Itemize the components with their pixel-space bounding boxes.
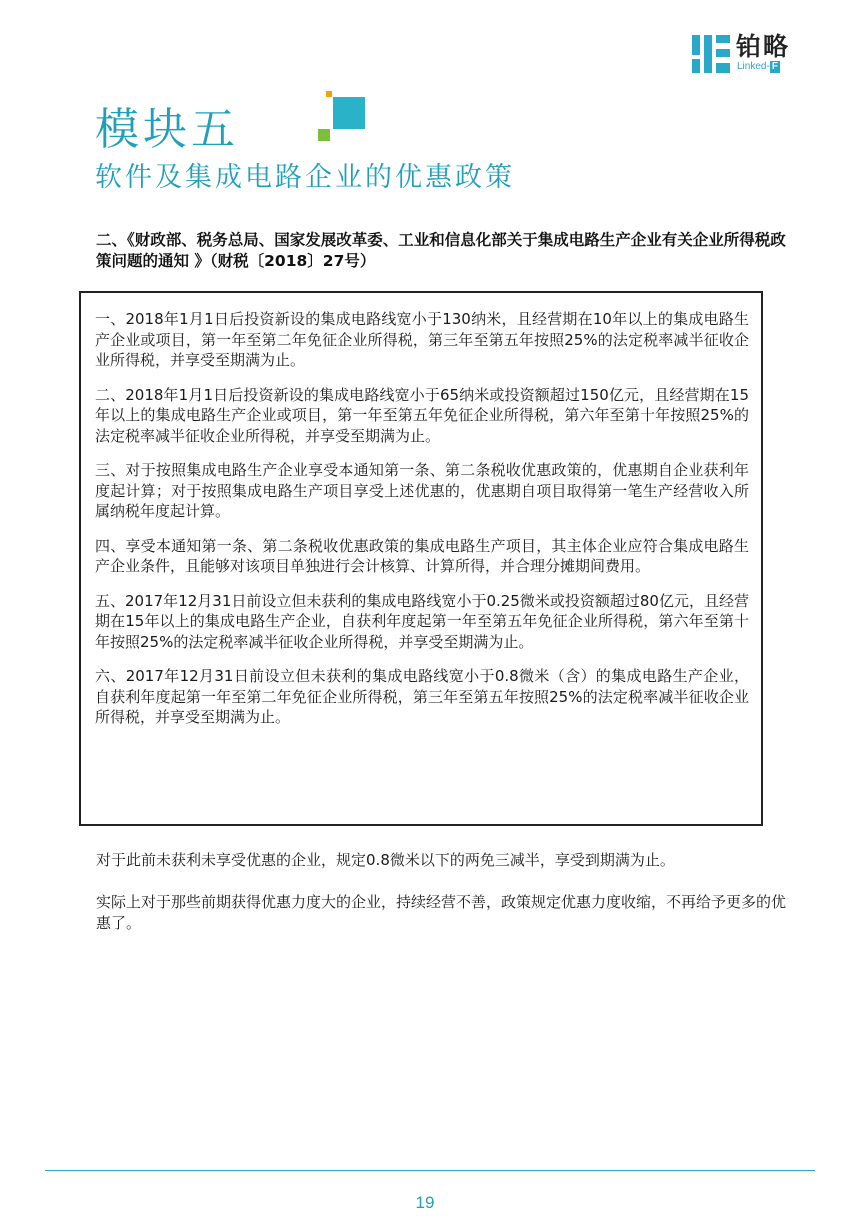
section-heading: 二、《财政部、税务总局、国家发展改革委、工业和信息化部关于集成电路生产企业有关企业所得税政策问题的通知 》（财税〔2018〕27号） bbox=[96, 231, 786, 270]
logo-mark-icon bbox=[692, 35, 730, 73]
logo-english-text bbox=[737, 61, 780, 73]
logo-chinese-text: 铂略 bbox=[736, 32, 791, 61]
decoration-green-square bbox=[318, 129, 330, 141]
policy-item-2: 二、2018年1月1日后投资新设的集成电路线宽小于65纳米或投资额超过150亿元，且经营期在15年以上的集成电路生产企业或项目，第一年至第五年免征企业所得税，第六年至第十年按照25%的法定税率减半征收企业所得税，并享受至期满为止。 bbox=[95, 385, 749, 445]
logo-english-suffix: F bbox=[771, 61, 778, 72]
decoration-orange-square bbox=[326, 91, 332, 97]
policy-item-3: 三、对于按照集成电路生产企业享受本通知第一条、第二条税收优惠政策的，优惠期自企业获利年度起计算；对于按照集成电路生产项目享受上述优惠的，优惠期自项目取得第一笔生产经营收入所属纳税年度起计算。 bbox=[95, 461, 749, 520]
policy-item-4: 四、享受本通知第一条、第二条税收优惠政策的集成电路生产项目，其主体企业应符合集成电路生产企业条件，且能够对该项目单独进行会计核算、计算所得，并合理分摊期间费用。 bbox=[95, 536, 749, 575]
module-subtitle: 软件及集成电路企业的优惠政策 bbox=[95, 162, 515, 193]
summary-paragraph-1: 对于此前未获利未享受优惠的企业，规定0.8微米以下的两免三减半，享受到期满为止。 bbox=[96, 851, 675, 869]
page-number: 19 bbox=[415, 1193, 435, 1212]
footer-divider bbox=[45, 1170, 815, 1171]
brand-logo bbox=[692, 33, 810, 75]
logo-english-main: Linked- bbox=[737, 61, 770, 72]
policy-box bbox=[79, 291, 763, 826]
module-title: 模块五 bbox=[95, 104, 239, 155]
summary-paragraph-2: 实际上对于那些前期获得优惠力度大的企业，持续经营不善，政策规定优惠力度收缩，不再给予更多的优惠了。 bbox=[96, 893, 787, 932]
decoration-teal-square bbox=[333, 97, 365, 129]
policy-item-5: 五、2017年12月31日前设立但未获利的集成电路线宽小于0.25微米或投资额超过80亿元，且经营期在15年以上的集成电路生产企业，自获利年度起第一年至第五年免征企业所得税，第六年至第十年按照25%的法定税率减半征收企业所得税，并享受至期满为止。 bbox=[95, 591, 749, 651]
policy-item-6: 六、2017年12月31日前设立但未获利的集成电路线宽小于0.8微米（含）的集成电路生产企业，自获利年度起第一年至第二年免征企业所得税，第三年至第五年按照25%的法定税率减半征收企业所得税，并享受至期满为止。 bbox=[95, 667, 749, 726]
policy-item-1: 一、2018年1月1日后投资新设的集成电路线宽小于130纳米，且经营期在10年以上的集成电路生产企业或项目，第一年至第二年免征企业所得税，第三年至第五年按照25%的法定税率减半征收企业所得税，并享受至期满为止。 bbox=[95, 310, 749, 369]
